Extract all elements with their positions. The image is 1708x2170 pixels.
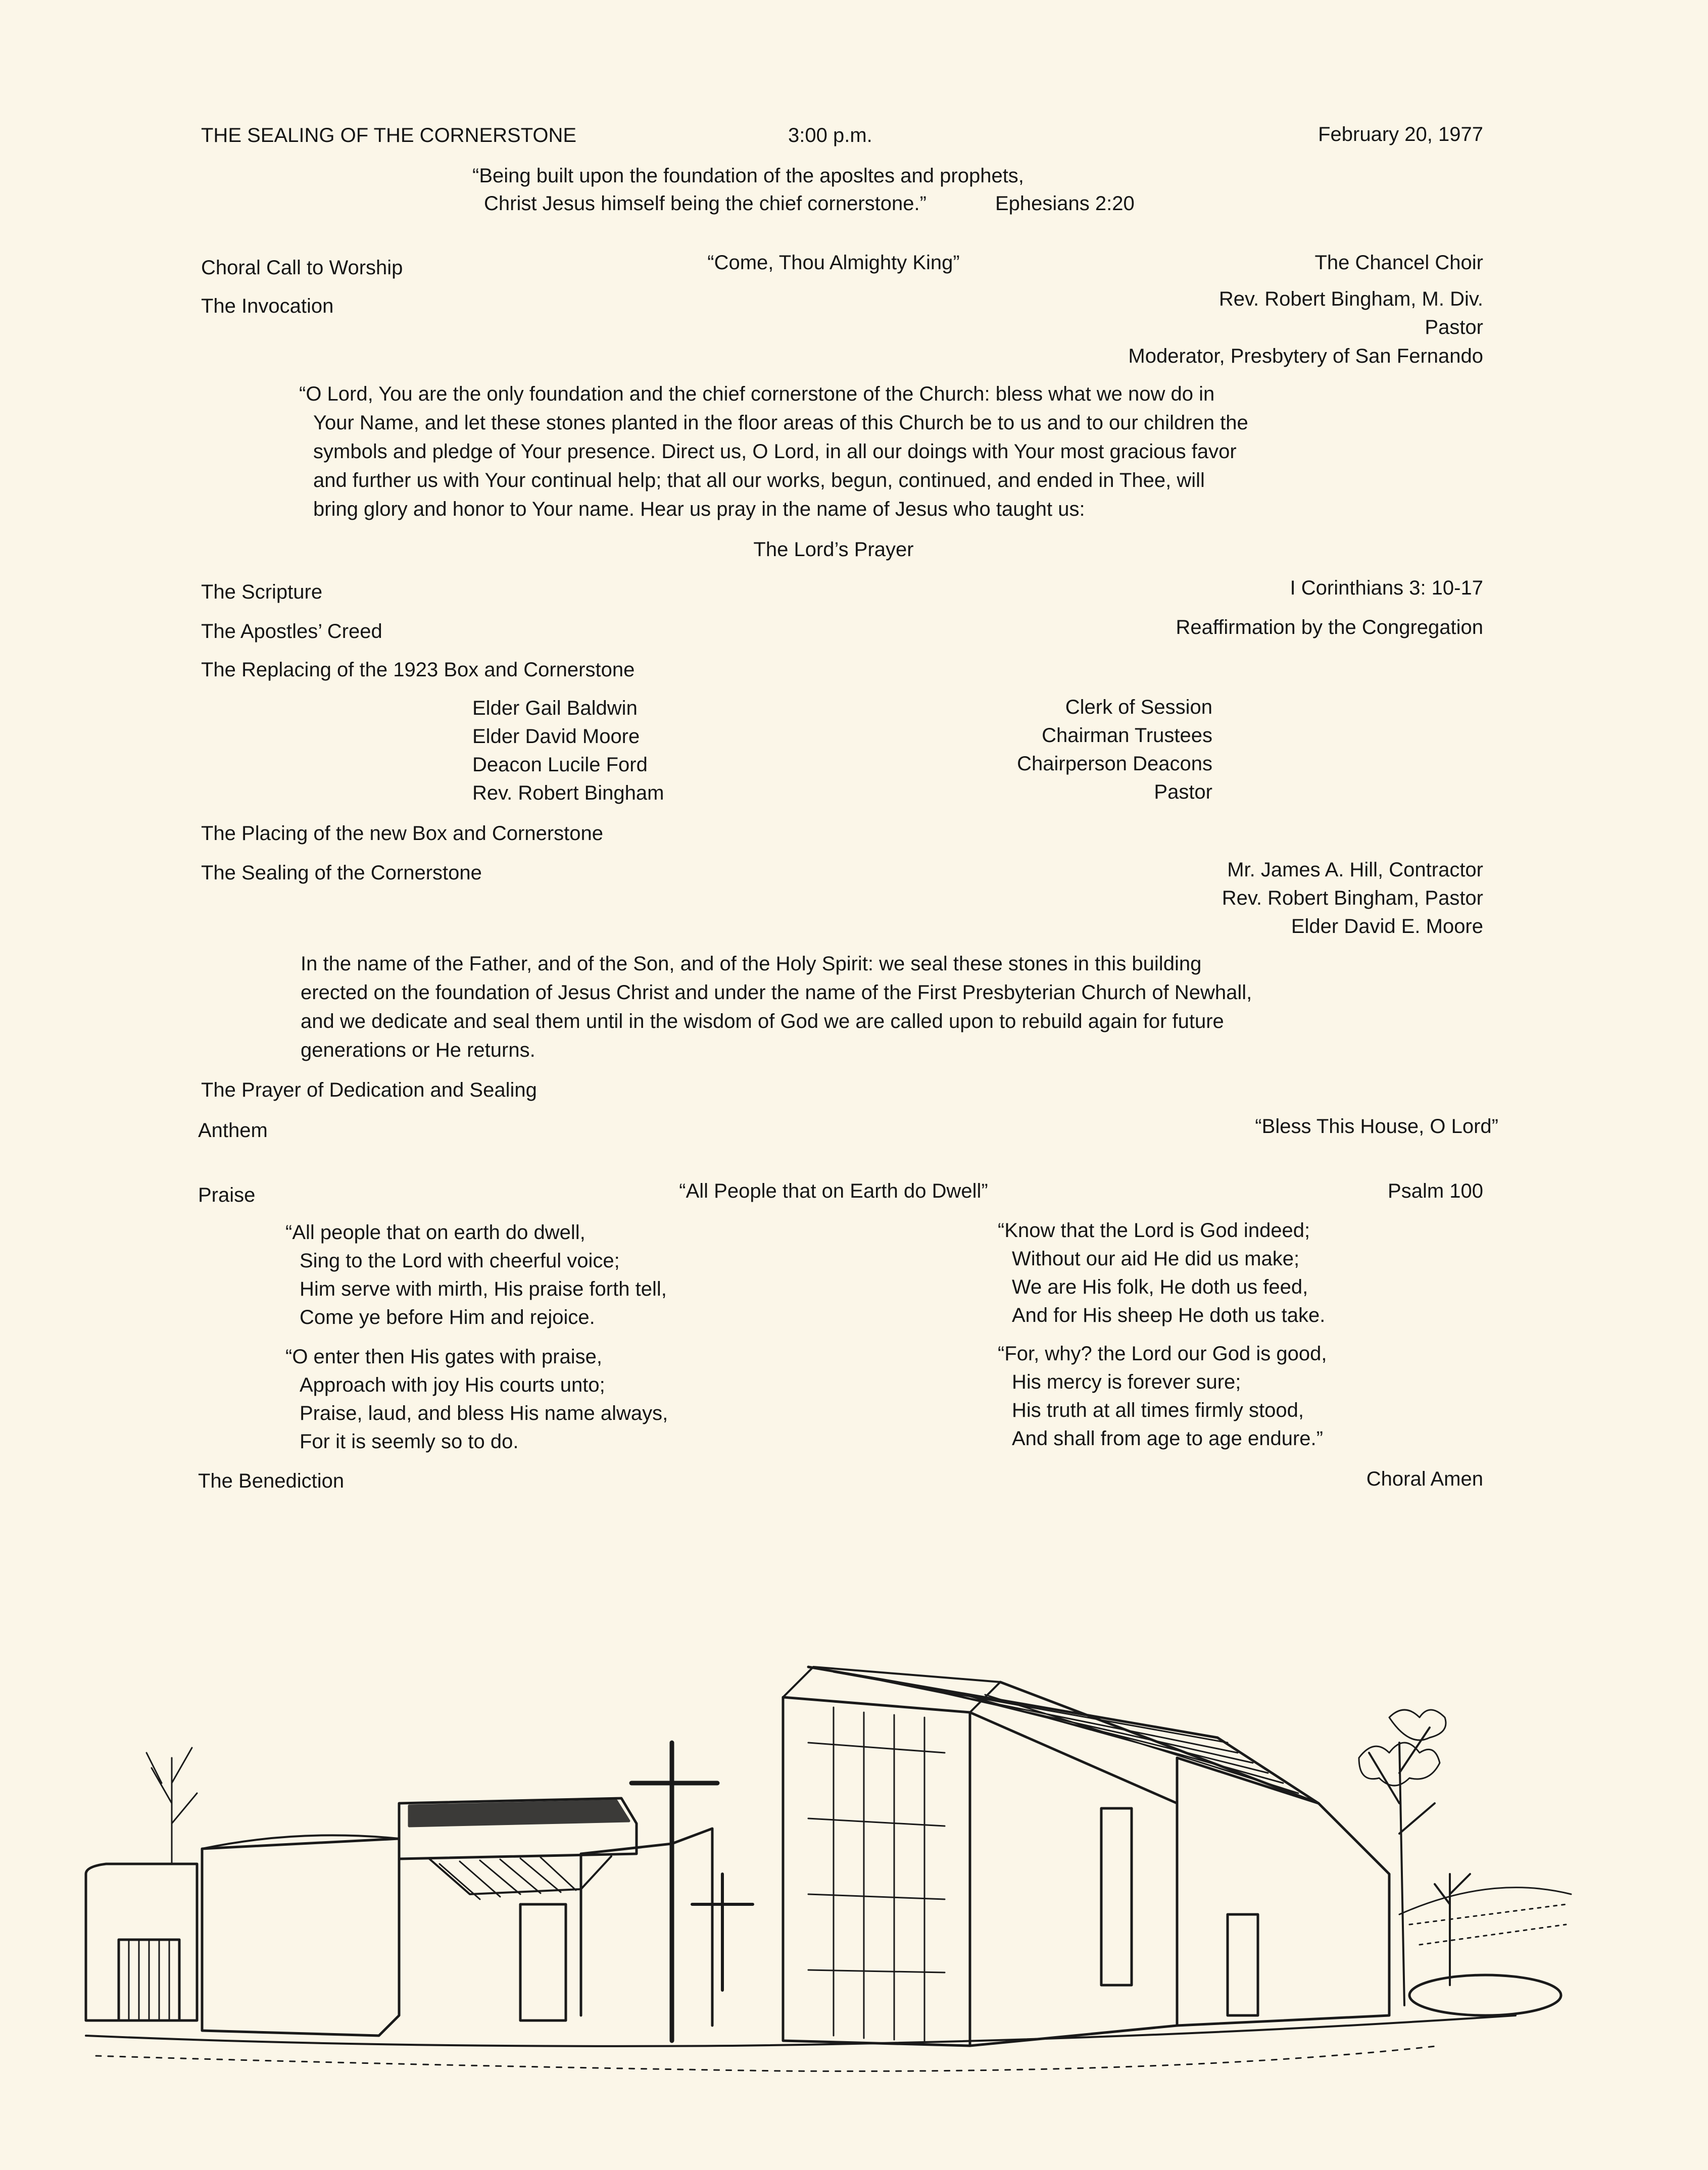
sealing-label: The Sealing of the Cornerstone: [201, 862, 482, 884]
entry-door: [520, 1904, 566, 2020]
scripture-label: The Scripture: [201, 581, 323, 603]
invocation-prayer-line: bring glory and honor to Your name. Hear us pray in the name of Jesus who taught us:: [313, 498, 1085, 520]
call-to-worship-hymn: “Come, Thou Almighty King”: [707, 252, 960, 274]
benediction-label: The Benediction: [198, 1470, 345, 1492]
participant-role: Chairperson Deacons: [1017, 753, 1212, 775]
hymn-line: Come ye before Him and rejoice.: [300, 1306, 595, 1328]
sanctuary-roof: [808, 1667, 1319, 1803]
hymn-line: Him serve with mirth, His praise forth tell,: [300, 1278, 667, 1300]
sealing-officiant: Mr. James A. Hill, Contractor: [1227, 859, 1483, 881]
middle-wall: [581, 1829, 712, 2026]
sealing-text-line: generations or He returns.: [301, 1039, 535, 1061]
anthem-title: “Bless This House, O Lord”: [1255, 1115, 1498, 1138]
hymn-line: Sing to the Lord with cheerful voice;: [300, 1250, 620, 1272]
program-title: THE SEALING OF THE CORNERSTONE: [201, 124, 577, 146]
hymn-line: We are His folk, He doth us feed,: [1012, 1276, 1308, 1298]
garden-bed: [1409, 1975, 1561, 2015]
hymn-line: For it is seemly so to do.: [300, 1431, 519, 1453]
participant-role: Clerk of Session: [1065, 696, 1212, 718]
side-window: [1101, 1808, 1132, 1985]
hymn-line: “Know that the Lord is God indeed;: [998, 1219, 1310, 1242]
participant-name: Deacon Lucile Ford: [472, 754, 648, 776]
dedication-prayer-label: The Prayer of Dedication and Sealing: [201, 1079, 537, 1101]
epigraph-line-1: “Being built upon the foundation of the aposltes and prophets,: [472, 165, 1024, 187]
sanctuary-side-wall: [970, 1712, 1177, 2046]
scripture-reference: I Corinthians 3: 10-17: [1290, 577, 1483, 599]
hymn-line: His mercy is forever sure;: [1012, 1371, 1241, 1393]
participant-name: Elder Gail Baldwin: [472, 697, 638, 719]
placing-label: The Placing of the new Box and Cornerstone: [201, 822, 604, 845]
tall-cross: [631, 1743, 717, 2041]
call-to-worship-performer: The Chancel Choir: [1314, 252, 1483, 274]
participant-name: Elder David Moore: [472, 725, 640, 748]
participant-role: Chairman Trustees: [1042, 724, 1212, 747]
sealing-officiant: Rev. Robert Bingham, Pastor: [1222, 887, 1483, 909]
sealing-text-line: In the name of the Father, and of the Son, and of the Holy Spirit: we seal these stones in this building: [301, 953, 1202, 975]
hymn-line: “All people that on earth do dwell,: [285, 1221, 585, 1244]
invocation-prayer: [299, 380, 1248, 524]
sanctuary-glass-front: [783, 1697, 970, 2046]
creed-note: Reaffirmation by the Congregation: [1176, 616, 1483, 638]
praise-hymn: “All People that on Earth do Dwell”: [679, 1180, 988, 1202]
participant-role: Pastor: [1154, 781, 1212, 803]
leafy-tree: [1369, 1728, 1435, 2005]
invocation-officiant-role: Moderator, Presbytery of San Fernando: [1128, 345, 1483, 367]
praise-label: Praise: [198, 1184, 256, 1206]
invocation-officiant-name: Rev. Robert Bingham, M. Div.: [1218, 288, 1483, 310]
hymn-line: Praise, laud, and bless His name always,: [300, 1402, 668, 1424]
lords-prayer: The Lord’s Prayer: [753, 538, 914, 561]
invocation-prayer-line: Your Name, and let these stones planted in the floor areas of this Church be to us and to our children the: [313, 412, 1248, 434]
left-wall-building: [202, 1839, 399, 2036]
praise-reference: Psalm 100: [1388, 1180, 1483, 1202]
invocation-prayer-line: symbols and pledge of Your presence. Direct us, O Lord, in all our doings with Your most gracious favor: [313, 440, 1237, 463]
sealing-text: [301, 950, 1252, 1065]
hymn-line: Approach with joy His courts unto;: [300, 1374, 605, 1396]
sealing-text-line: and we dedicate and seal them until in the wisdom of God we are called upon to rebuild again for future: [301, 1010, 1224, 1032]
participant-name: Rev. Robert Bingham: [472, 782, 664, 804]
invocation-prayer-line: “O Lord, You are the only foundation and the chief cornerstone of the Church: bless what we now do in: [299, 383, 1215, 405]
call-to-worship-label: Choral Call to Worship: [201, 257, 403, 279]
sealing-officiant: Elder David E. Moore: [1291, 915, 1483, 938]
invocation-label: The Invocation: [201, 295, 334, 317]
hymn-line: “O enter then His gates with praise,: [285, 1346, 602, 1368]
hymn-stanza-1: [285, 1218, 667, 1331]
hymn-line: “For, why? the Lord our God is good,: [998, 1343, 1327, 1365]
hymn-stanza-3: [998, 1216, 1325, 1329]
hymn-stanza-4: [998, 1340, 1327, 1453]
rear-door: [1228, 1914, 1258, 2015]
service-time: 3:00 p.m.: [788, 124, 872, 146]
church-illustration: [76, 1591, 1612, 2122]
hymn-stanza-2: [285, 1343, 668, 1456]
service-date: February 20, 1977: [1318, 123, 1483, 145]
hymn-line: His truth at all times firmly stood,: [1012, 1399, 1304, 1421]
replacing-label: The Replacing of the 1923 Box and Cornerstone: [201, 659, 635, 681]
hymn-line: And shall from age to age endure.”: [1012, 1427, 1323, 1450]
rear-wing: [1177, 1758, 1389, 2026]
creed-label: The Apostles’ Creed: [201, 620, 382, 643]
anthem-label: Anthem: [198, 1119, 268, 1142]
benediction-response: Choral Amen: [1366, 1468, 1483, 1490]
epigraph-line-2: Christ Jesus himself being the chief cornerstone.”: [484, 192, 926, 215]
invocation-prayer-line: and further us with Your continual help; that all our works, begun, continued, and ended in Thee, will: [313, 469, 1205, 491]
invocation-officiant-title: Pastor: [1425, 316, 1483, 338]
hymn-line: And for His sheep He doth us take.: [1012, 1304, 1326, 1326]
hymn-line: Without our aid He did us make;: [1012, 1248, 1300, 1270]
epigraph-citation: Ephesians 2:20: [995, 192, 1135, 215]
bare-tree: [147, 1748, 197, 1864]
small-cross: [692, 1874, 753, 1990]
sealing-text-line: erected on the foundation of Jesus Christ and under the name of the First Presbyterian Church of Newhall,: [301, 981, 1252, 1004]
ground-hatching: [96, 2046, 1440, 2071]
